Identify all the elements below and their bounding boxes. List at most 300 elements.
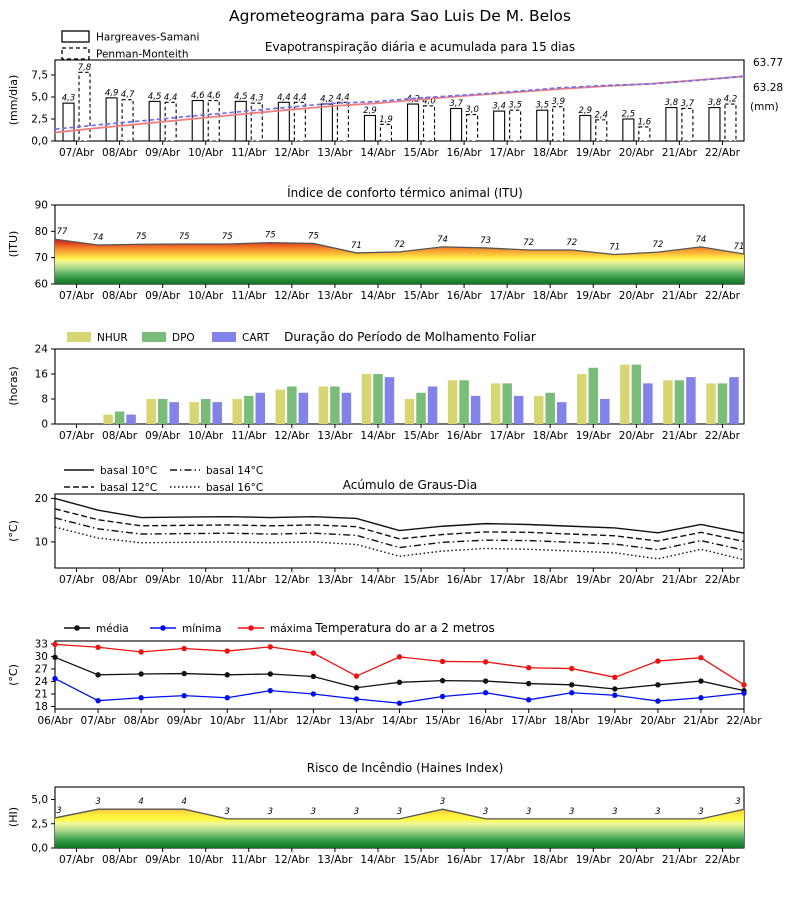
temp-x-tick-label: 07/Abr bbox=[80, 715, 116, 727]
cart-bar bbox=[600, 399, 610, 424]
legend-swatch-penman bbox=[62, 48, 89, 59]
molhamento-y-tick-label: 8 bbox=[41, 393, 48, 406]
dpo-bar bbox=[416, 393, 426, 424]
temp-x-tick-label: 08/Abr bbox=[123, 715, 159, 727]
mínima-point bbox=[655, 698, 660, 703]
hargreaves-bar-value: 3,8 bbox=[664, 98, 679, 109]
basal-14-line bbox=[55, 518, 744, 550]
molhamento-x-tick-label: 18/Abr bbox=[532, 430, 568, 442]
graus-x-tick-label: 13/Abr bbox=[317, 574, 353, 586]
penman-bar bbox=[380, 124, 391, 141]
penman-bar-value: 7,8 bbox=[77, 62, 92, 73]
haines-x-tick-label: 09/Abr bbox=[145, 854, 181, 866]
haines-point-label: 3 bbox=[396, 806, 403, 817]
cart-bar bbox=[169, 402, 179, 424]
evapo-title: Evapotranspiração diária e acumulada para 15 dias bbox=[264, 40, 576, 54]
temp-x-tick-label: 16/Abr bbox=[468, 715, 504, 727]
molhamento-y-tick-label: 0 bbox=[41, 418, 48, 431]
temp-x-tick-label: 06/Abr bbox=[37, 715, 73, 727]
hargreaves-bar bbox=[623, 119, 634, 141]
hargreaves-bar-value: 4,2 bbox=[406, 94, 420, 105]
penman-bar bbox=[337, 102, 348, 141]
nhur-bar bbox=[189, 402, 199, 424]
itu-title: Índice de conforto térmico animal (ITU) bbox=[287, 186, 523, 200]
evapo-x-tick-label: 10/Abr bbox=[188, 147, 224, 159]
penman-bar-value: 4,2 bbox=[723, 94, 738, 105]
média-point bbox=[138, 671, 143, 676]
itu-point-label: 74 bbox=[437, 234, 448, 245]
dpo-bar bbox=[287, 387, 297, 425]
hargreaves-bar bbox=[666, 108, 677, 141]
penman-bar-value: 4,3 bbox=[250, 93, 264, 104]
molhamento-y-tick-label: 24 bbox=[34, 343, 48, 356]
haines-point-label: 3 bbox=[612, 806, 618, 817]
nhur-bar bbox=[491, 383, 501, 424]
evapo-x-tick-label: 19/Abr bbox=[575, 147, 611, 159]
máxima-point bbox=[52, 642, 57, 647]
evapo-x-tick-label: 09/Abr bbox=[145, 147, 181, 159]
cart-bar bbox=[514, 396, 524, 424]
molhamento-title: Duração do Período de Molhamento Foliar bbox=[284, 330, 536, 344]
penman-bar bbox=[510, 110, 521, 141]
haines-x-tick-label: 10/Abr bbox=[188, 854, 224, 866]
mínima-point bbox=[483, 690, 488, 695]
evapo-x-tick-label: 22/Abr bbox=[704, 147, 741, 159]
hargreaves-bar-value: 3,4 bbox=[492, 101, 506, 112]
mínima-point bbox=[225, 695, 230, 700]
haines-title: Risco de Incêndio (Haines Index) bbox=[306, 761, 504, 775]
média-point bbox=[181, 671, 186, 676]
dpo-bar bbox=[459, 380, 469, 424]
itu-point-label: 75 bbox=[178, 231, 190, 242]
mínima-point bbox=[181, 693, 186, 698]
legend-label-penman: Penman-Monteith bbox=[96, 48, 189, 61]
haines-x-tick-label: 22/Abr bbox=[704, 854, 741, 866]
penman-bar bbox=[682, 108, 693, 141]
haines-point-label: 3 bbox=[569, 806, 575, 817]
itu-point-label: 72 bbox=[566, 238, 578, 249]
legend-label-media: média bbox=[96, 623, 129, 635]
hargreaves-bar bbox=[494, 111, 505, 141]
graus-x-tick-label: 22/Abr bbox=[704, 574, 741, 586]
evapo-y-tick-label: 2,5 bbox=[31, 113, 48, 126]
haines-point-label: 3 bbox=[525, 806, 532, 817]
dpo-bar bbox=[244, 396, 254, 424]
nhur-bar bbox=[146, 399, 156, 424]
haines-x-tick-label: 13/Abr bbox=[317, 854, 353, 866]
molhamento-x-tick-label: 08/Abr bbox=[102, 430, 138, 442]
mínima-point bbox=[526, 697, 531, 702]
temp-x-tick-label: 19/Abr bbox=[597, 715, 633, 727]
média-point bbox=[397, 680, 402, 685]
itu-x-tick-label: 07/Abr bbox=[58, 290, 95, 302]
cart-bar bbox=[686, 377, 696, 424]
graus-x-tick-label: 10/Abr bbox=[188, 574, 224, 586]
média-point bbox=[52, 655, 57, 660]
evapo-x-tick-label: 07/Abr bbox=[58, 147, 95, 159]
itu-x-tick-label: 17/Abr bbox=[489, 290, 525, 302]
graus-x-tick-label: 14/Abr bbox=[360, 574, 396, 586]
legend-label-basal16: basal 16°C bbox=[206, 482, 264, 494]
basal-12-line bbox=[55, 509, 744, 542]
itu-x-tick-label: 14/Abr bbox=[360, 290, 396, 302]
dpo-bar bbox=[632, 365, 642, 424]
haines-y-tick-label: 2,5 bbox=[31, 818, 48, 831]
nhur-bar bbox=[534, 396, 544, 424]
temp-x-tick-label: 12/Abr bbox=[295, 715, 331, 727]
temp-x-tick-label: 15/Abr bbox=[425, 715, 461, 727]
evapo-x-tick-label: 17/Abr bbox=[489, 147, 525, 159]
mínima-point bbox=[741, 690, 746, 695]
cart-bar bbox=[385, 377, 395, 424]
dpo-bar bbox=[675, 380, 685, 424]
hargreaves-bar-value: 4,3 bbox=[61, 93, 76, 104]
legend-label-basal14: basal 14°C bbox=[206, 465, 264, 477]
penman-bar-value: 4,7 bbox=[120, 90, 135, 101]
itu-x-tick-label: 12/Abr bbox=[274, 290, 310, 302]
dpo-bar bbox=[545, 393, 555, 424]
molhamento-x-tick-label: 17/Abr bbox=[489, 430, 525, 442]
haines-x-tick-label: 21/Abr bbox=[661, 854, 697, 866]
cart-bar bbox=[729, 377, 739, 424]
nhur-bar bbox=[577, 374, 587, 424]
hargreaves-bar-value: 3,7 bbox=[449, 98, 463, 109]
itu-x-tick-label: 20/Abr bbox=[618, 290, 654, 302]
penman-bar-value: 1,6 bbox=[637, 117, 652, 128]
nhur-bar bbox=[620, 365, 630, 424]
penman-bar bbox=[467, 115, 478, 141]
temp-ylabel: (°C) bbox=[7, 664, 20, 686]
máxima-point bbox=[268, 644, 273, 649]
evapo-x-tick-label: 20/Abr bbox=[618, 147, 654, 159]
hargreaves-bar bbox=[235, 101, 246, 141]
máxima-point bbox=[612, 675, 617, 680]
dpo-bar bbox=[502, 383, 512, 424]
nhur-bar bbox=[362, 374, 372, 424]
cart-bar bbox=[126, 415, 136, 424]
graus-x-tick-label: 17/Abr bbox=[489, 574, 525, 586]
máxima-point bbox=[181, 646, 186, 651]
nhur-bar bbox=[663, 380, 673, 424]
molhamento-x-tick-label: 09/Abr bbox=[145, 430, 181, 442]
máxima-point bbox=[526, 665, 531, 670]
hargreaves-bar bbox=[580, 115, 591, 141]
penman-bar-value: 4,4 bbox=[293, 92, 307, 103]
penman-bar-value: 4,0 bbox=[422, 96, 436, 107]
penman-bar bbox=[424, 106, 435, 141]
penman-bar bbox=[251, 103, 262, 141]
média-point bbox=[311, 674, 316, 679]
hargreaves-bar-value: 4,4 bbox=[277, 92, 291, 103]
molhamento-ylabel: (horas) bbox=[7, 366, 20, 406]
molhamento-x-tick-label: 16/Abr bbox=[446, 430, 482, 442]
itu-x-tick-label: 13/Abr bbox=[317, 290, 353, 302]
hargreaves-bar-value: 2,9 bbox=[578, 105, 593, 116]
itu-y-tick-label: 80 bbox=[34, 225, 48, 238]
haines-point-label: 3 bbox=[310, 806, 317, 817]
haines-x-tick-label: 08/Abr bbox=[102, 854, 138, 866]
hargreaves-bar bbox=[364, 115, 375, 141]
itu-y-tick-label: 70 bbox=[34, 252, 48, 265]
haines-x-tick-label: 16/Abr bbox=[446, 854, 482, 866]
graus-x-tick-label: 07/Abr bbox=[58, 574, 95, 586]
evapo-y-tick-label: 5,0 bbox=[31, 91, 48, 104]
page-title: Agrometeograma para Sao Luis De M. Belos bbox=[229, 7, 571, 25]
mínima-point bbox=[52, 676, 57, 681]
nhur-bar bbox=[706, 383, 716, 424]
cart-bar bbox=[643, 383, 653, 424]
haines-x-tick-label: 17/Abr bbox=[489, 854, 525, 866]
dpo-bar bbox=[158, 399, 168, 424]
dpo-bar bbox=[330, 387, 340, 425]
média-point bbox=[225, 672, 230, 677]
legend-dot-minima bbox=[160, 625, 166, 631]
graus-x-tick-label: 15/Abr bbox=[403, 574, 439, 586]
graus-x-tick-label: 18/Abr bbox=[532, 574, 568, 586]
molhamento-x-tick-label: 19/Abr bbox=[575, 430, 611, 442]
haines-x-tick-label: 15/Abr bbox=[403, 854, 439, 866]
itu-point-label: 72 bbox=[523, 238, 535, 249]
itu-point-label: 75 bbox=[307, 231, 319, 242]
haines-point-label: 3 bbox=[439, 797, 446, 808]
máxima-point bbox=[698, 655, 703, 660]
penman-bar bbox=[122, 100, 133, 141]
legend-label-minima: mínima bbox=[182, 623, 222, 635]
temp-y-tick-label: 30 bbox=[34, 650, 48, 663]
média-point bbox=[95, 672, 100, 677]
itu-x-tick-label: 09/Abr bbox=[145, 290, 181, 302]
máxima-point bbox=[95, 645, 100, 650]
molhamento-x-tick-label: 12/Abr bbox=[274, 430, 310, 442]
evapo-y-tick-label: 0,0 bbox=[31, 135, 48, 148]
hargreaves-bar bbox=[192, 101, 203, 141]
haines-x-tick-label: 12/Abr bbox=[274, 854, 310, 866]
graus-x-tick-label: 08/Abr bbox=[102, 574, 138, 586]
hargreaves-bar-value: 4,5 bbox=[147, 91, 162, 102]
máxima-point bbox=[225, 648, 230, 653]
média-point bbox=[612, 686, 617, 691]
temp-y-tick-label: 21 bbox=[34, 688, 48, 701]
molhamento-x-tick-label: 10/Abr bbox=[188, 430, 224, 442]
temp-y-tick-label: 18 bbox=[34, 700, 48, 713]
hargreaves-bar-value: 2,5 bbox=[621, 109, 636, 120]
legend-label-cart: CART bbox=[242, 332, 270, 344]
itu-ylabel: (ITU) bbox=[7, 230, 20, 258]
mínima-point bbox=[95, 698, 100, 703]
nhur-bar bbox=[448, 380, 458, 424]
dpo-bar bbox=[589, 368, 599, 424]
molhamento-x-tick-label: 13/Abr bbox=[317, 430, 353, 442]
máxima-point bbox=[569, 666, 574, 671]
cart-bar bbox=[471, 396, 481, 424]
temp-x-tick-label: 13/Abr bbox=[338, 715, 374, 727]
penman-bar-value: 3,9 bbox=[551, 97, 565, 108]
média-point bbox=[526, 681, 531, 686]
hargreaves-bar-value: 2,9 bbox=[363, 105, 377, 116]
itu-point-label: 77 bbox=[56, 227, 68, 238]
mínima-point bbox=[612, 693, 617, 698]
mínima-point bbox=[397, 700, 402, 705]
evapo-x-tick-label: 16/Abr bbox=[446, 147, 482, 159]
média-point bbox=[569, 682, 574, 687]
hargreaves-bar-value: 3,5 bbox=[535, 100, 549, 111]
legend-label-dpo: DPO bbox=[172, 332, 195, 344]
mínima-point bbox=[440, 694, 445, 699]
graus-x-tick-label: 09/Abr bbox=[145, 574, 181, 586]
molhamento-y-tick-label: 16 bbox=[34, 368, 48, 381]
evapo-x-tick-label: 11/Abr bbox=[231, 147, 267, 159]
haines-x-tick-label: 20/Abr bbox=[618, 854, 654, 866]
legend-label-maxima: máxima bbox=[270, 623, 313, 635]
legend-label-basal12: basal 12°C bbox=[100, 482, 158, 494]
itu-point-label: 71 bbox=[733, 241, 745, 252]
accum-total-penman: 63.28 bbox=[753, 82, 784, 94]
evapo-x-tick-label: 21/Abr bbox=[661, 147, 697, 159]
nhur-bar bbox=[103, 415, 113, 424]
haines-y-tick-label: 5,0 bbox=[31, 794, 48, 806]
temp-y-tick-label: 24 bbox=[34, 675, 48, 688]
haines-x-tick-label: 19/Abr bbox=[575, 854, 611, 866]
itu-x-tick-label: 18/Abr bbox=[532, 290, 568, 302]
legend-swatch-cart bbox=[212, 332, 236, 342]
itu-x-tick-label: 10/Abr bbox=[188, 290, 224, 302]
haines-point-label: 3 bbox=[95, 797, 101, 808]
média-point bbox=[483, 678, 488, 683]
máxima-point bbox=[655, 658, 660, 663]
penman-bar-value: 1,9 bbox=[379, 114, 393, 125]
haines-point-label: 3 bbox=[267, 806, 274, 817]
legend-label-nhur: NHUR bbox=[97, 332, 128, 344]
evapo-ylabel: (mm/dia) bbox=[7, 74, 20, 126]
cart-bar bbox=[212, 402, 222, 424]
nhur-bar bbox=[276, 390, 286, 424]
legend-dot-media bbox=[74, 625, 80, 631]
temp-title: Temperatura do ar a 2 metros bbox=[315, 621, 495, 635]
itu-x-tick-label: 19/Abr bbox=[575, 290, 611, 302]
cart-bar bbox=[428, 387, 438, 425]
itu-point-label: 74 bbox=[92, 233, 104, 244]
molhamento-x-tick-label: 07/Abr bbox=[58, 430, 95, 442]
dpo-bar bbox=[201, 399, 211, 424]
itu-point-label: 73 bbox=[480, 235, 492, 246]
graus-x-tick-label: 20/Abr bbox=[618, 574, 654, 586]
itu-x-tick-label: 21/Abr bbox=[661, 290, 697, 302]
mínima-point bbox=[354, 696, 359, 701]
accum-total-hargreaves: 63.77 bbox=[753, 57, 784, 69]
molhamento-x-tick-label: 11/Abr bbox=[231, 430, 267, 442]
legend-swatch-hargreaves bbox=[62, 31, 89, 42]
evapo-x-tick-label: 12/Abr bbox=[274, 147, 310, 159]
evapo-y-tick-label: 7,5 bbox=[31, 69, 48, 82]
molhamento-x-tick-label: 14/Abr bbox=[360, 430, 396, 442]
accum-unit-label: (mm) bbox=[750, 101, 779, 113]
legend-swatch-dpo bbox=[142, 332, 166, 342]
itu-x-tick-label: 22/Abr bbox=[704, 290, 741, 302]
máxima-point bbox=[354, 673, 359, 678]
nhur-bar bbox=[233, 399, 243, 424]
itu-point-label: 72 bbox=[394, 239, 405, 250]
hargreaves-bar bbox=[106, 98, 117, 141]
hargreaves-bar bbox=[321, 104, 332, 141]
haines-x-tick-label: 07/Abr bbox=[58, 854, 95, 866]
temp-x-tick-label: 10/Abr bbox=[209, 715, 245, 727]
média-line bbox=[55, 657, 744, 690]
mínima-point bbox=[138, 695, 143, 700]
itu-point-label: 71 bbox=[351, 240, 362, 251]
penman-bar bbox=[596, 120, 607, 141]
molhamento-x-tick-label: 15/Abr bbox=[403, 430, 439, 442]
haines-point-label: 3 bbox=[735, 797, 741, 808]
temp-x-tick-label: 20/Abr bbox=[640, 715, 676, 727]
máxima-point bbox=[397, 654, 402, 659]
itu-x-tick-label: 11/Abr bbox=[231, 290, 267, 302]
evapo-x-tick-label: 14/Abr bbox=[360, 147, 396, 159]
penman-bar-value: 4,6 bbox=[206, 91, 221, 102]
graus-x-tick-label: 19/Abr bbox=[575, 574, 611, 586]
penman-bar bbox=[553, 107, 564, 141]
hargreaves-bar bbox=[451, 108, 462, 141]
temp-x-tick-label: 22/Abr bbox=[726, 715, 762, 727]
haines-point-label: 3 bbox=[353, 806, 360, 817]
média-point bbox=[655, 682, 660, 687]
dpo-bar bbox=[718, 383, 728, 424]
basal-10-line bbox=[55, 498, 744, 533]
haines-ylabel: (HI) bbox=[7, 806, 20, 828]
máxima-point bbox=[138, 649, 143, 654]
temp-x-tick-label: 14/Abr bbox=[381, 715, 418, 727]
temp-y-tick-label: 33 bbox=[34, 638, 48, 651]
penman-bar-value: 3,0 bbox=[465, 105, 479, 116]
temp-x-tick-label: 11/Abr bbox=[252, 715, 288, 727]
penman-bar-value: 4,4 bbox=[163, 92, 178, 103]
itu-x-tick-label: 08/Abr bbox=[102, 290, 138, 302]
temp-y-tick-label: 27 bbox=[34, 663, 48, 676]
itu-x-tick-label: 15/Abr bbox=[403, 290, 439, 302]
graus-x-tick-label: 21/Abr bbox=[661, 574, 697, 586]
penman-bar-value: 3,7 bbox=[680, 98, 695, 109]
haines-y-tick-label: 0,0 bbox=[31, 842, 48, 855]
haines-x-tick-label: 18/Abr bbox=[532, 854, 568, 866]
máxima-point bbox=[483, 659, 488, 664]
hargreaves-bar-value: 3,8 bbox=[707, 98, 722, 109]
graus-ylabel: (°C) bbox=[7, 520, 20, 542]
hargreaves-bar bbox=[63, 103, 74, 141]
mínima-point bbox=[698, 695, 703, 700]
penman-bar-value: 2,4 bbox=[594, 110, 609, 121]
molhamento-x-tick-label: 20/Abr bbox=[618, 430, 654, 442]
itu-point-label: 75 bbox=[264, 230, 276, 241]
graus-y-tick-label: 20 bbox=[34, 492, 48, 505]
temp-x-tick-label: 18/Abr bbox=[554, 715, 590, 727]
legend-label-basal10: basal 10°C bbox=[100, 465, 158, 477]
legend-dot-maxima bbox=[248, 625, 254, 631]
itu-point-label: 71 bbox=[609, 242, 621, 253]
itu-y-tick-label: 90 bbox=[34, 199, 48, 212]
nhur-bar bbox=[405, 399, 415, 424]
basal-16-line bbox=[55, 527, 744, 560]
itu-point-label: 74 bbox=[695, 234, 707, 245]
graus-x-tick-label: 12/Abr bbox=[274, 574, 310, 586]
média-point bbox=[440, 678, 445, 683]
haines-point-label: 3 bbox=[224, 806, 230, 817]
graus-x-tick-label: 11/Abr bbox=[231, 574, 267, 586]
cart-bar bbox=[299, 393, 309, 424]
temp-x-tick-label: 09/Abr bbox=[166, 715, 202, 727]
temp-x-tick-label: 17/Abr bbox=[511, 715, 547, 727]
graus-y-tick-label: 10 bbox=[34, 536, 48, 549]
hargreaves-bar-value: 4,9 bbox=[104, 88, 119, 99]
penman-bar-value: 3,5 bbox=[508, 100, 522, 111]
